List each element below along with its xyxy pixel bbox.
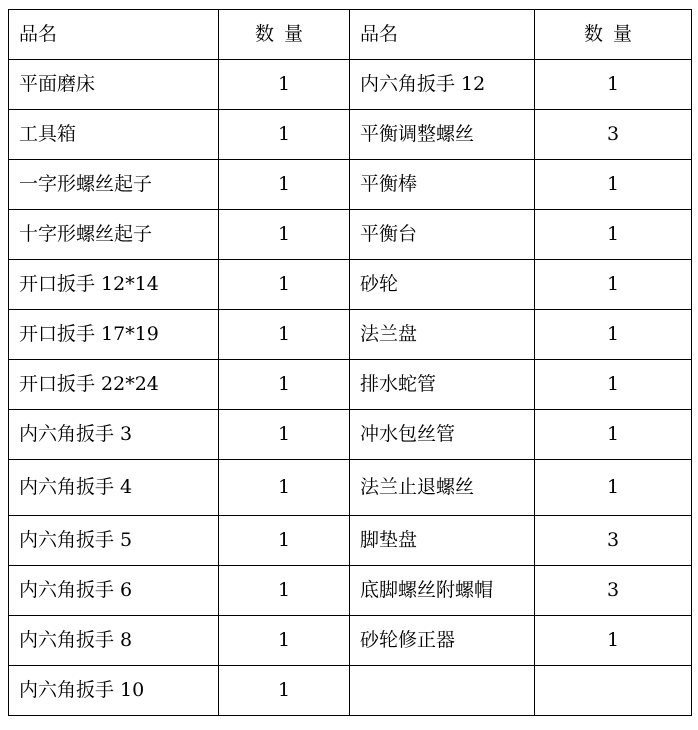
parts-list-table	[8, 9, 692, 716]
item-name-right: 内六角扳手 12	[350, 60, 535, 110]
item-name-left: 内六角扳手 5	[9, 516, 219, 566]
item-name-left: 一字形螺丝起子	[9, 160, 219, 210]
item-name-left: 开口扳手 22*24	[9, 360, 219, 410]
table-header-row	[9, 10, 692, 60]
item-qty-left: 1	[219, 60, 350, 110]
header-name-left: 品名	[9, 10, 219, 60]
table-row	[9, 616, 692, 666]
table-row	[9, 60, 692, 110]
item-name-right: 砂轮	[350, 260, 535, 310]
item-name-left: 工具箱	[9, 110, 219, 160]
item-name-left: 内六角扳手 10	[9, 666, 219, 716]
table-row	[9, 410, 692, 460]
item-name-right: 砂轮修正器	[350, 616, 535, 666]
item-qty-left: 1	[219, 516, 350, 566]
table-row	[9, 360, 692, 410]
item-qty-left: 1	[219, 110, 350, 160]
item-qty-right: 1	[535, 60, 692, 110]
item-qty-right: 1	[535, 410, 692, 460]
table-row	[9, 566, 692, 616]
table-row	[9, 460, 692, 516]
item-name-right: 排水蛇管	[350, 360, 535, 410]
item-name-right: 法兰盘	[350, 310, 535, 360]
item-qty-right	[535, 666, 692, 716]
table-row	[9, 666, 692, 716]
item-qty-left: 1	[219, 666, 350, 716]
item-name-left: 内六角扳手 6	[9, 566, 219, 616]
item-qty-right: 1	[535, 260, 692, 310]
item-name-left: 开口扳手 17*19	[9, 310, 219, 360]
item-name-left: 内六角扳手 3	[9, 410, 219, 460]
item-qty-right: 1	[535, 210, 692, 260]
item-qty-left: 1	[219, 460, 350, 516]
item-qty-right: 1	[535, 360, 692, 410]
table-row	[9, 260, 692, 310]
item-name-right: 底脚螺丝附螺帽	[350, 566, 535, 616]
item-qty-right: 3	[535, 566, 692, 616]
item-name-left: 平面磨床	[9, 60, 219, 110]
item-name-right	[350, 666, 535, 716]
item-name-right: 法兰止退螺丝	[350, 460, 535, 516]
table-row	[9, 516, 692, 566]
item-qty-left: 1	[219, 360, 350, 410]
item-name-right: 平衡台	[350, 210, 535, 260]
item-qty-left: 1	[219, 260, 350, 310]
item-qty-left: 1	[219, 616, 350, 666]
header-qty-left: 数量	[219, 10, 350, 60]
item-name-left: 内六角扳手 4	[9, 460, 219, 516]
item-qty-left: 1	[219, 566, 350, 616]
item-qty-left: 1	[219, 410, 350, 460]
table-row	[9, 110, 692, 160]
item-name-right: 平衡调整螺丝	[350, 110, 535, 160]
item-qty-right: 3	[535, 110, 692, 160]
item-name-right: 平衡棒	[350, 160, 535, 210]
item-name-left: 内六角扳手 8	[9, 616, 219, 666]
item-name-left: 十字形螺丝起子	[9, 210, 219, 260]
item-qty-right: 1	[535, 160, 692, 210]
item-qty-left: 1	[219, 310, 350, 360]
header-name-right: 品名	[350, 10, 535, 60]
item-qty-right: 1	[535, 616, 692, 666]
item-name-right: 脚垫盘	[350, 516, 535, 566]
item-qty-left: 1	[219, 210, 350, 260]
table-row	[9, 210, 692, 260]
item-qty-left: 1	[219, 160, 350, 210]
header-qty-right: 数量	[535, 10, 692, 60]
item-qty-right: 1	[535, 460, 692, 516]
table-row	[9, 310, 692, 360]
item-name-right: 冲水包丝管	[350, 410, 535, 460]
table-row	[9, 160, 692, 210]
item-qty-right: 1	[535, 310, 692, 360]
item-name-left: 开口扳手 12*14	[9, 260, 219, 310]
item-qty-right: 3	[535, 516, 692, 566]
